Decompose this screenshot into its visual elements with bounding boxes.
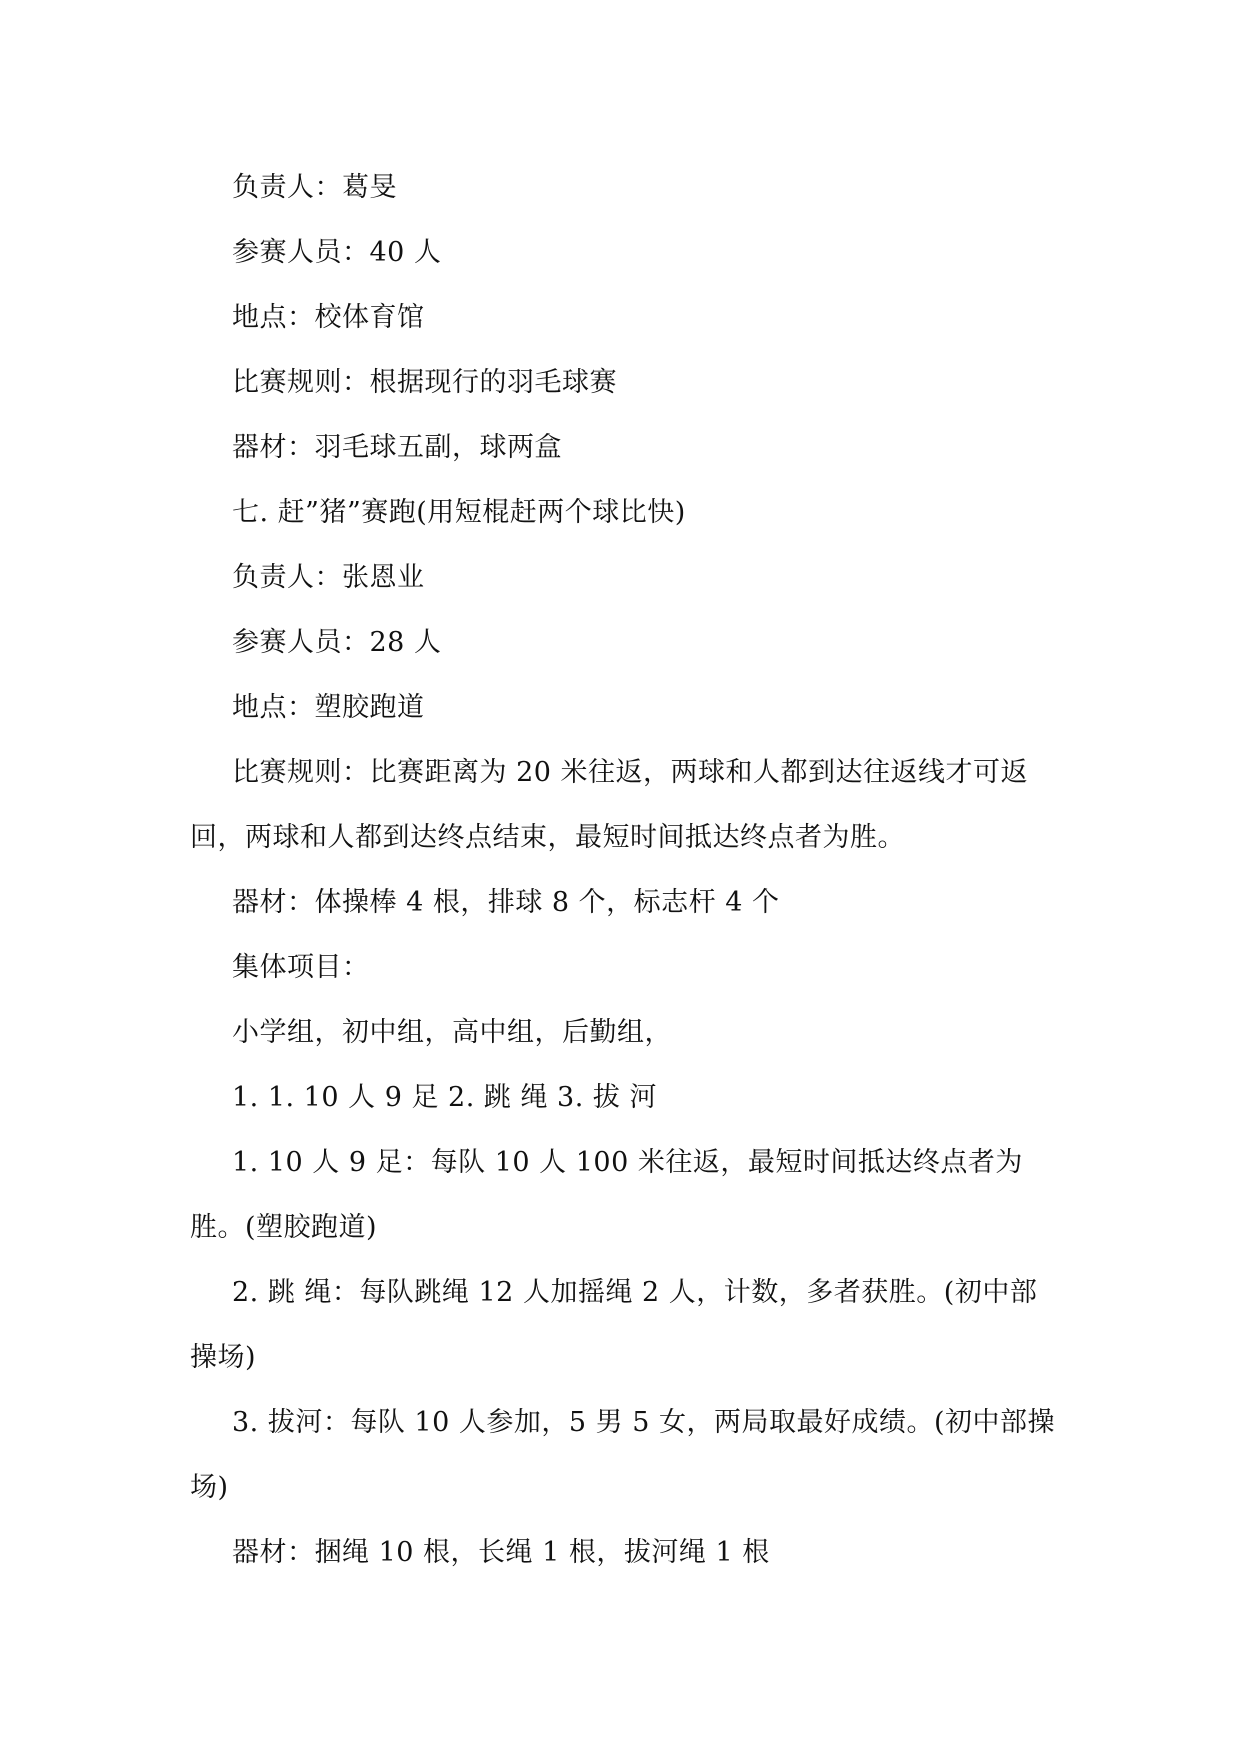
document-body xyxy=(190,155,1060,1585)
section-heading-pig-race: 七. 赶”猪”赛跑(用短棍赶两个球比快) xyxy=(232,497,686,528)
participants-badminton: 参赛人员：40 人 xyxy=(232,237,442,268)
group-categories: 小学组，初中组，高中组，后勤组， xyxy=(232,1017,672,1048)
location-pig-race: 地点：塑胶跑道 xyxy=(232,692,425,723)
group-events-list: 1. 1. 10 人 9 足 2. 跳 绳 3. 拔 河 xyxy=(232,1082,657,1113)
event-jump-rope: 2. 跳 绳：每队跳绳 12 人加摇绳 2 人，计数，多者获胜。(初中部操场) xyxy=(190,1277,1038,1373)
rules-pig-race: 比赛规则：比赛距离为 20 米往返，两球和人都到达往返线才可返回，两球和人都到达终点结束，最短时间抵达终点者为胜。 xyxy=(190,757,1029,853)
person-in-charge-badminton: 负责人：葛旻 xyxy=(232,172,397,203)
equipment-group-events: 器材：捆绳 10 根，长绳 1 根，拔河绳 1 根 xyxy=(232,1537,770,1568)
participants-pig-race: 参赛人员：28 人 xyxy=(232,627,442,658)
person-in-charge-pig-race: 负责人：张恩业 xyxy=(232,562,425,593)
event-ten-people-nine-legs: 1. 10 人 9 足：每队 10 人 100 米往返，最短时间抵达终点者为胜。(塑胶跑道) xyxy=(190,1147,1023,1243)
equipment-pig-race: 器材：体操棒 4 根，排球 8 个，标志杆 4 个 xyxy=(232,887,780,918)
group-events-heading: 集体项目： xyxy=(232,952,370,983)
rules-badminton: 比赛规则：根据现行的羽毛球赛 xyxy=(232,367,617,398)
event-tug-of-war: 3. 拔河：每队 10 人参加，5 男 5 女，两局取最好成绩。(初中部操场) xyxy=(190,1407,1056,1503)
equipment-badminton: 器材：羽毛球五副，球两盒 xyxy=(232,432,562,463)
location-badminton: 地点：校体育馆 xyxy=(232,302,425,333)
